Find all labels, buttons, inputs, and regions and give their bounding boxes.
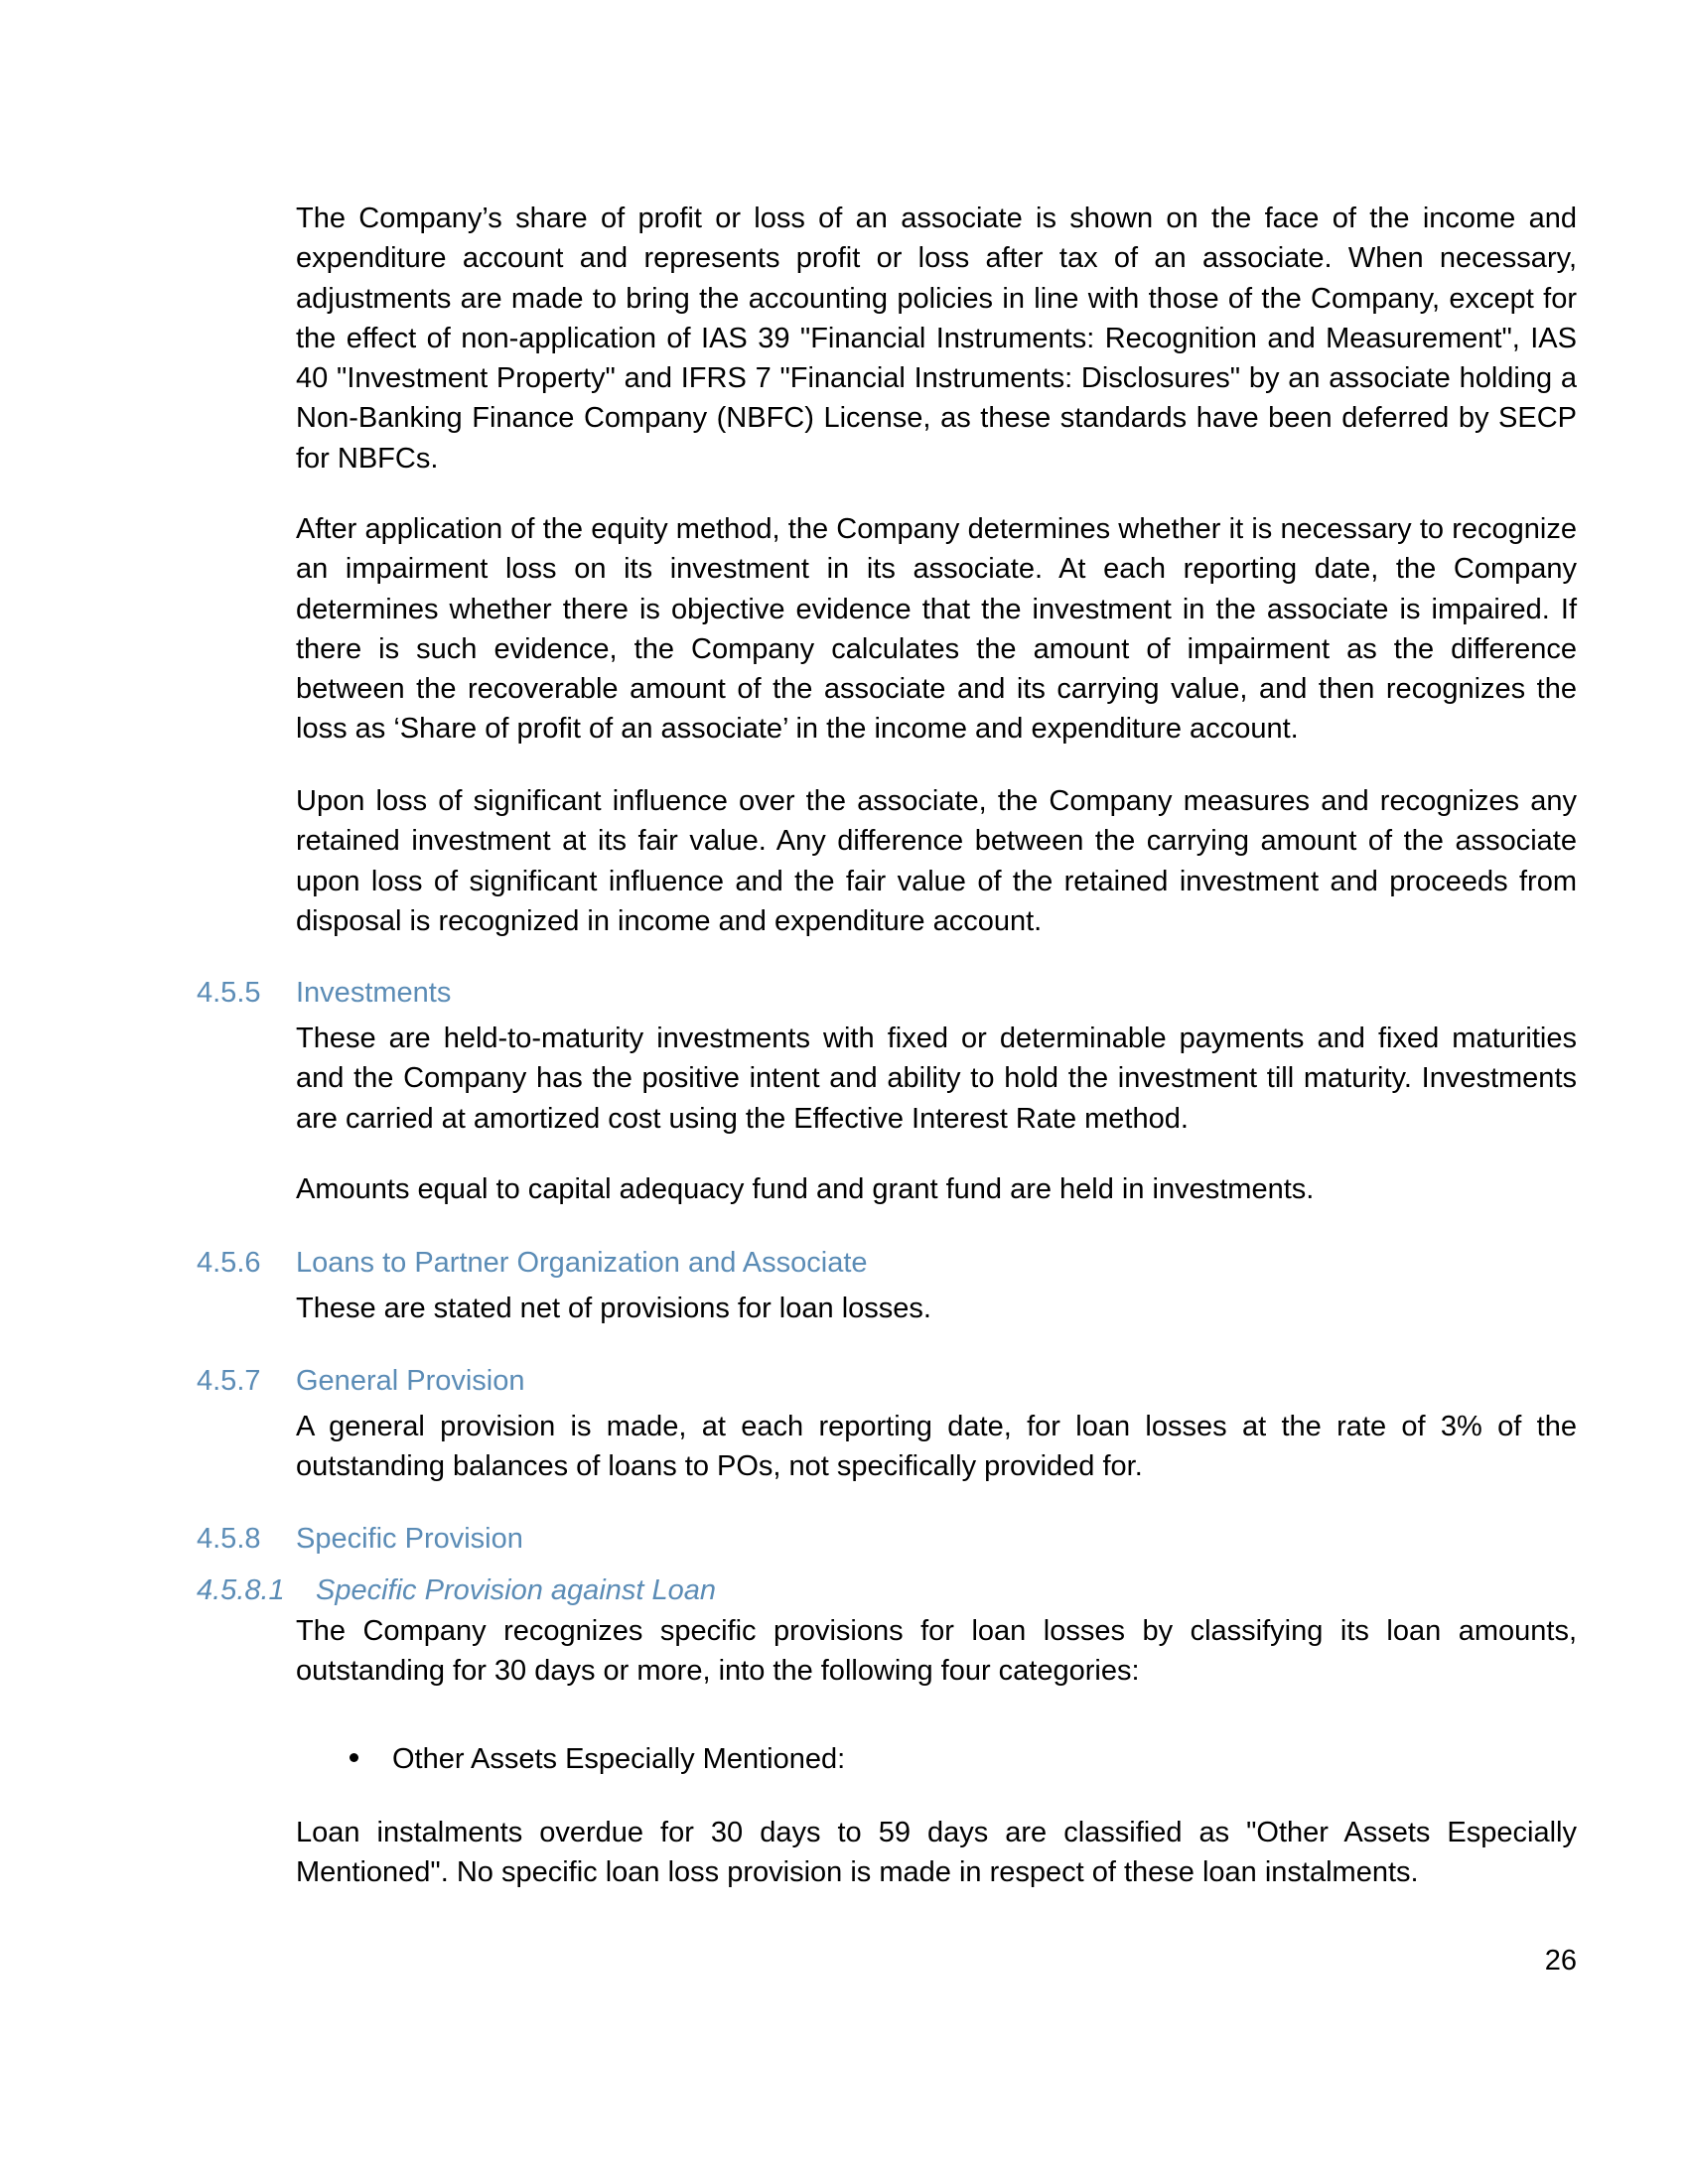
page-number: 26 <box>1544 1945 1577 1977</box>
paragraph-investments: These are held-to-maturity investments with fixed or determinable payments and fixed maturities and the Company has the positive intent and ability to hold the investment till maturity. Investments are carried at amortized cost using the Effective Interest Rate method. <box>296 1023 1577 1135</box>
bullet-text: Other Assets Especially Mentioned: <box>392 1743 846 1775</box>
section-title: Loans to Partner Organization and Associate <box>296 1247 868 1279</box>
section-number: 4.5.5 <box>197 977 261 1009</box>
bullet-icon <box>350 1753 358 1762</box>
section-number: 4.5.7 <box>197 1365 261 1397</box>
section-title: Investments <box>296 977 452 1009</box>
paragraph-loans: These are stated net of provisions for loan losses. <box>296 1293 931 1324</box>
section-title: Specific Provision against Loan <box>316 1574 717 1606</box>
paragraph-general-provision: A general provision is made, at each reporting date, for loan losses at the rate of 3% of the outstanding balances of loans to POs, not specifically provided for. <box>296 1411 1577 1483</box>
paragraph-investments-funds: Amounts equal to capital adequacy fund and grant fund are held in investments. <box>296 1173 1315 1205</box>
paragraph-impairment: After application of the equity method, the Company determines whether it is necessary to recognize an impairment loss on its investment in its associate. At each reporting date, the Company determines whether there is objective evidence that the investment in the associate is impaired. If there is such evidence, the Company calculates the amount of impairment as the difference between the recoverable amount of the associate and its carrying value, and then recognizes the loss as ‘Share of profit of an associate’ in the income and expenditure account. <box>296 513 1577 746</box>
section-number: 4.5.6 <box>197 1247 261 1279</box>
section-title: Specific Provision <box>296 1523 523 1555</box>
paragraph-associate-share: The Company’s share of profit or loss of an associate is shown on the face of the income and expenditure account and represents profit or loss after tax of an associate. When necessary, adjustments are made to bring the accounting policies in line with those of the Company, except for the effect of non-application of IAS 39 "Financial Instruments: Recognition and Measurement", IAS 40 "Investment Property" and IFRS 7 "Financial Instruments: Disclosures" by an associate holding a Non-Banking Finance Company (NBFC) License, as these standards have been deferred by SECP for NBFCs. <box>296 203 1577 475</box>
heading-loans <box>197 1243 1577 1283</box>
heading-general-provision <box>197 1361 1577 1401</box>
section-number: 4.5.8 <box>197 1523 261 1555</box>
heading-investments <box>197 973 1577 1013</box>
subheading-specific-provision-loan <box>197 1570 1577 1610</box>
section-title: General Provision <box>296 1365 525 1397</box>
paragraph-loss-of-influence: Upon loss of significant influence over the associate, the Company measures and recognizes any retained investment at its fair value. Any difference between the carrying amount of the associate upon loss of significant influence and the fair value of the retained investment and proceeds from disposal is recognized in income and expenditure account. <box>296 785 1577 937</box>
paragraph-oaem: Loan instalments overdue for 30 days to 59 days are classified as "Other Assets Especially Mentioned". No specific loan loss provision is made in respect of these loan instalments. <box>296 1817 1577 1889</box>
section-number: 4.5.8.1 <box>197 1574 285 1606</box>
paragraph-specific-provision-loan: The Company recognizes specific provisions for loan losses by classifying its loan amounts, outstanding for 30 days or more, into the following four categories: <box>296 1615 1577 1688</box>
heading-specific-provision <box>197 1519 1577 1559</box>
bullet-item <box>350 1739 845 1779</box>
